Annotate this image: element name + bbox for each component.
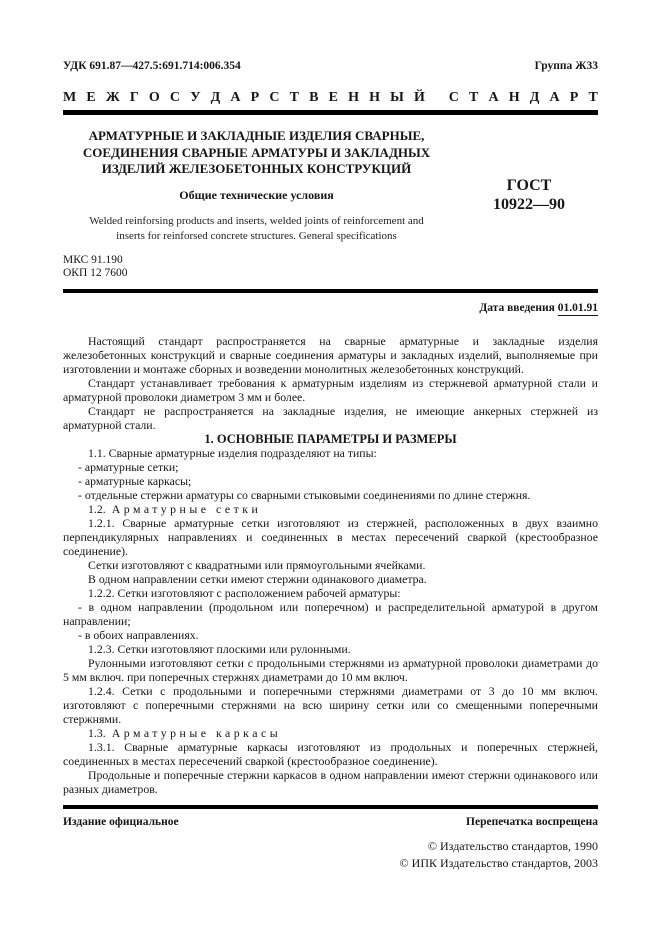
section-1-heading: 1. ОСНОВНЫЕ ПАРАМЕТРЫ И РАЗМЕРЫ xyxy=(204,431,457,446)
clause-1-2-1-note: Сетки изготовляют с квадратными или прямоугольными ячейками. xyxy=(88,557,426,572)
copyright-line: © ИПК Издательство стандартов, 2003 xyxy=(399,856,598,870)
title-en xyxy=(63,214,450,244)
codes-divider xyxy=(63,289,598,293)
title-block xyxy=(63,128,598,244)
scope-paragraph: Настоящий стандарт распространяется на сварные арматурные и закладные изделия железобетонных конструкций и сварные соединения арматуры и закладных изделий, выполняемые при изготовлении и монтаже сборных и возведении монолитных железобетонных конструкций. xyxy=(63,333,598,376)
document-body xyxy=(63,334,598,796)
no-reprint-label: Перепечатка воспрещена xyxy=(466,815,598,828)
clause-1-2-3: 1.2.3. Сетки изготовляют плоскими или рулонными. xyxy=(88,641,351,656)
udk-code: УДК 691.87—427.5:691.714:006.354 xyxy=(63,60,241,72)
clause-1-2-4: 1.2.4. Сетки с продольными и поперечными стержнями диаметрами от 3 до 10 мм включ. изготовляют с поперечными стержнями на всю ширину сетки или со смещенными поперечными стержнями. xyxy=(63,683,598,726)
type-list-item: - арматурные сетки; xyxy=(78,459,179,474)
clause-1-3-1: 1.3.1. Сварные арматурные каркасы изготовляют из продольных и поперечных стержней, соединенных в местах пересечений сваркой (крестообразное соединение). xyxy=(63,739,598,768)
designation-label: ГОСТ xyxy=(506,177,552,194)
clause-1-2-heading xyxy=(63,502,598,516)
clause-number: 1.2. xyxy=(88,501,106,516)
effective-date-value: 01.01.91 xyxy=(557,301,598,314)
clause-1-2-2: 1.2.2. Сетки изготовляют с расположением рабочей арматуры: xyxy=(88,585,401,600)
designation-number: 10922—90 xyxy=(493,196,565,213)
group-code: Группа Ж33 xyxy=(534,60,598,72)
okp-code: ОКП 12 7600 xyxy=(63,266,128,279)
scope-paragraph: Стандарт не распространяется на закладные изделия, не имеющие анкерных стержней из арматурной стали. xyxy=(63,403,598,432)
type-list-item: - отдельные стержни арматуры со сварными стыковыми соединениями по длине стержня. xyxy=(78,487,531,502)
title-en-line: inserts for reinforsed concrete structures. General specifications xyxy=(116,229,397,242)
arrangement-list-item: - в одном направлении (продольном или поперечном) и распределительной арматурой в другом направлении; xyxy=(63,599,598,628)
copyright-line: © Издательство стандартов, 1990 xyxy=(427,838,598,853)
arrangement-list-item: - в обоих направлениях. xyxy=(78,627,199,642)
official-edition-label: Издание официальное xyxy=(63,815,179,828)
clause-number: 1.3. xyxy=(88,725,106,740)
scope-paragraph: Стандарт устанавливает требования к арматурным изделиям из стержневой арматурной стали и арматурной проволоки диаметром 3 мм и более. xyxy=(63,375,598,404)
title-ru xyxy=(63,128,450,178)
title-ru-line: СОЕДИНЕНИЯ СВАРНЫЕ АРМАТУРЫ И ЗАКЛАДНЫХ xyxy=(82,144,431,160)
clause-title: Арматурные каркасы xyxy=(111,725,282,740)
clause-1-1: 1.1. Сварные арматурные изделия подразделяют на типы: xyxy=(88,445,377,460)
classification-row xyxy=(63,60,598,72)
title-ru-line: ИЗДЕЛИЙ ЖЕЛЕЗОБЕТОННЫХ КОНСТРУКЦИЙ xyxy=(101,161,412,176)
clause-1-3-1-note: Продольные и поперечные стержни каркасов в одном направлении имеют стержни одинакового или разных диаметров. xyxy=(63,767,598,796)
clause-title: Арматурные сетки xyxy=(111,501,262,516)
clause-1-3-heading xyxy=(63,726,598,740)
standard-designation xyxy=(460,128,598,244)
header-divider xyxy=(63,110,598,115)
clause-1-2-3-note: Рулонными изготовляют сетки с продольными стержнями из арматурной проволоки диаметрами до 5 мм включ. при поперечных стержнях диаметрами до 10 мм включ. xyxy=(63,655,598,684)
title-en-line: Welded reinforsing products and inserts, welded joints of reinforcement and xyxy=(89,214,424,227)
type-list-item: - арматурные каркасы; xyxy=(78,473,192,488)
mks-code: МКС 91.190 xyxy=(63,253,123,266)
standard-kind-heading: М Е Ж Г О С У Д А Р С Т В Е Н Н Ы Й С Т А Н Д А Р Т xyxy=(63,90,598,105)
subtitle-ru: Общие технические условия xyxy=(179,187,334,202)
copyright-block xyxy=(63,838,598,873)
footer-divider xyxy=(63,805,598,809)
clause-1-2-1: 1.2.1. Сварные арматурные сетки изготовляют из стержней, расположенных в двух взаимно перпендикулярных направлениях и соединенных в местах пересечений сваркой (крестообразное соединение). xyxy=(63,515,598,558)
clause-1-2-1-note: В одном направлении сетки имеют стержни одинакового диаметра. xyxy=(88,571,427,586)
effective-date xyxy=(63,302,598,314)
effective-date-label: Дата введения xyxy=(479,301,555,314)
footer-row xyxy=(63,816,598,828)
title-ru-line: АРМАТУРНЫЕ И ЗАКЛАДНЫЕ ИЗДЕЛИЯ СВАРНЫЕ, xyxy=(88,128,425,143)
codes-block xyxy=(63,254,598,280)
